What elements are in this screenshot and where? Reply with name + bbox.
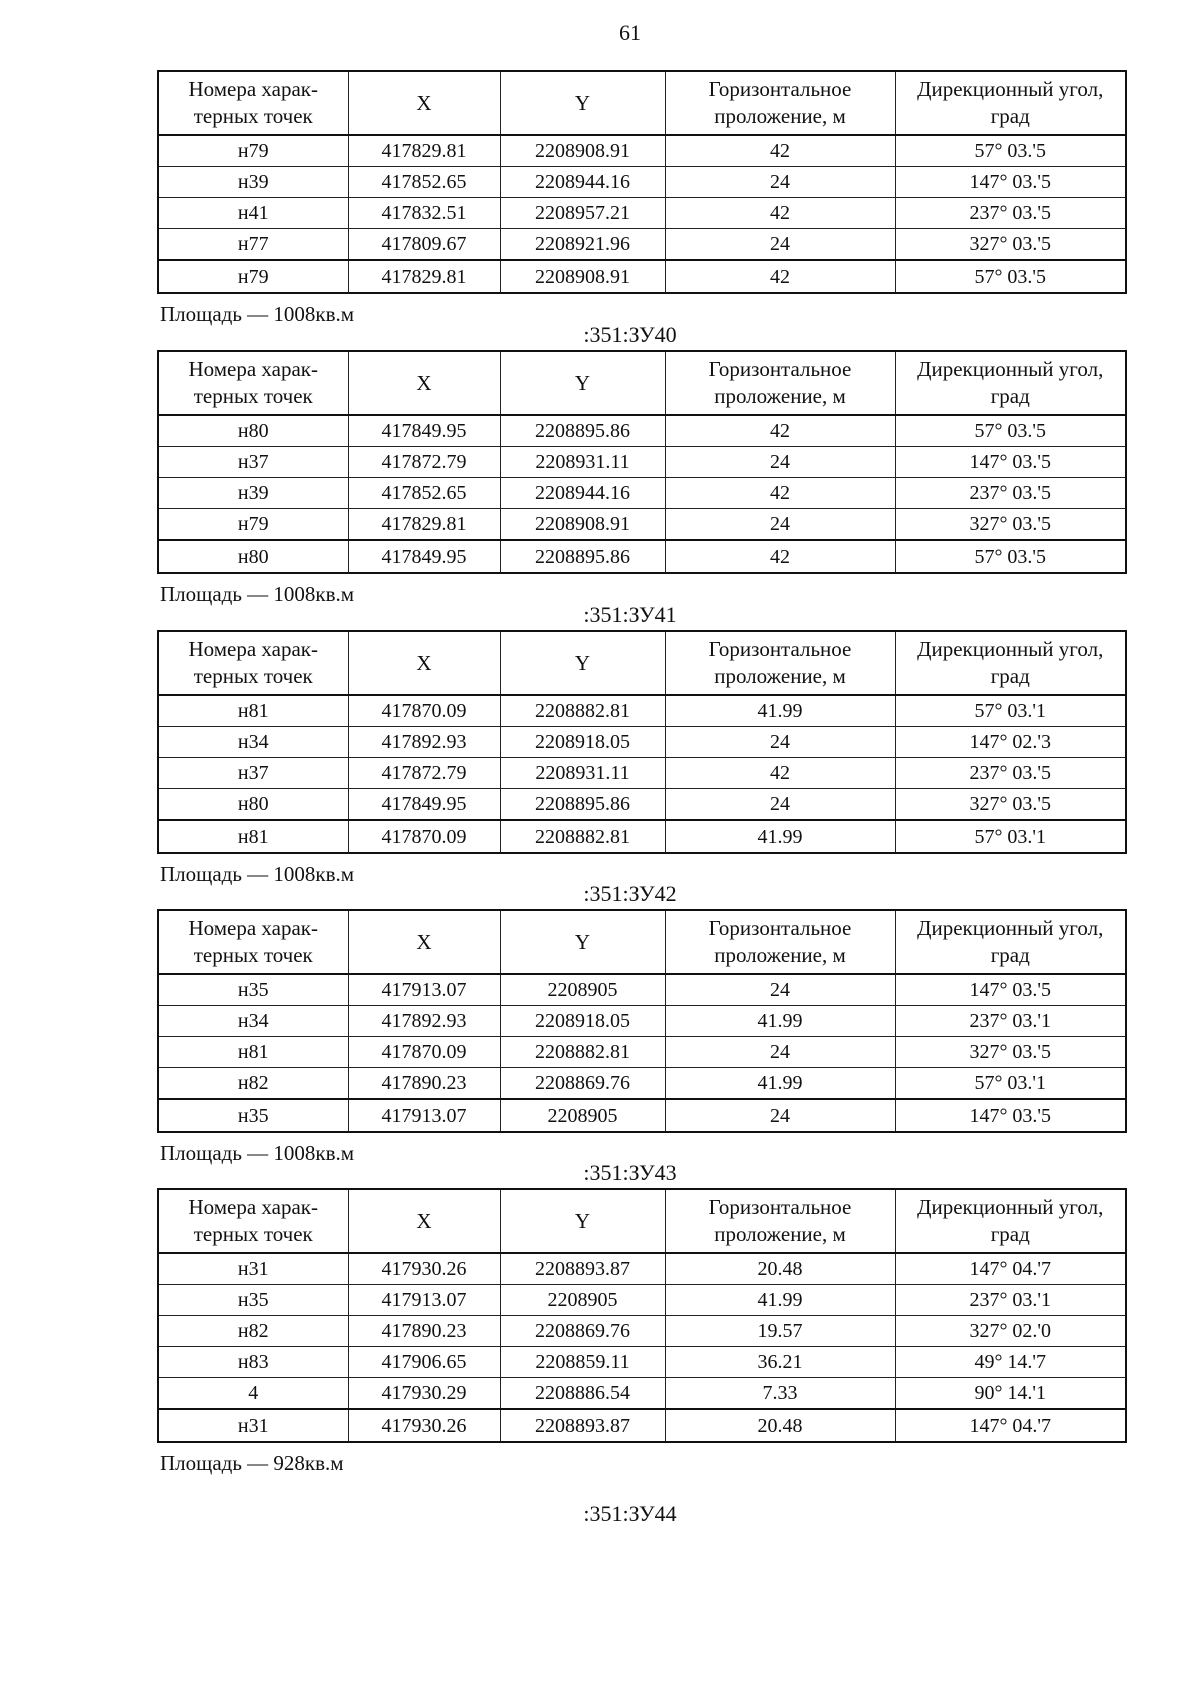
- cell-y: 2208893.87: [500, 1409, 665, 1442]
- table-row: [158, 415, 1126, 447]
- cell-angle: 90° 14.'1: [895, 1378, 1126, 1410]
- cell-angle: 327° 03.'5: [895, 789, 1126, 821]
- cell-point: н35: [158, 1099, 348, 1132]
- table-row: [158, 727, 1126, 758]
- cell-point: н81: [158, 695, 348, 727]
- cell-x: 417890.23: [348, 1316, 500, 1347]
- cell-x: 417930.29: [348, 1378, 500, 1410]
- cell-point: н81: [158, 1037, 348, 1068]
- header-direction-angle: Дирекционный угол, град: [895, 351, 1126, 415]
- cell-distance: 24: [665, 167, 895, 198]
- cell-angle: 57° 03.'5: [895, 135, 1126, 167]
- cell-point: н82: [158, 1068, 348, 1100]
- cell-point: н34: [158, 1006, 348, 1037]
- cell-y: 2208908.91: [500, 509, 665, 541]
- cell-distance: 24: [665, 1037, 895, 1068]
- table-row: [158, 167, 1126, 198]
- coordinates-table: [157, 70, 1127, 294]
- table-row: [158, 509, 1126, 541]
- cell-point: н39: [158, 167, 348, 198]
- cell-distance: 41.99: [665, 1285, 895, 1316]
- table-row: [158, 1285, 1126, 1316]
- cell-point: н80: [158, 789, 348, 821]
- header-y: Y: [500, 351, 665, 415]
- cell-distance: 20.48: [665, 1253, 895, 1285]
- header-point-numbers: Номера харак-терных точек: [158, 1189, 348, 1253]
- cell-x: 417870.09: [348, 695, 500, 727]
- area-note: Площадь — 1008кв.м: [160, 582, 355, 606]
- header-point-numbers: Номера харак-терных точек: [158, 910, 348, 974]
- cell-x: 417913.07: [348, 974, 500, 1006]
- cell-y: 2208869.76: [500, 1068, 665, 1100]
- cell-x: 417852.65: [348, 167, 500, 198]
- cell-distance: 42: [665, 135, 895, 167]
- header-row: [158, 71, 1126, 135]
- cell-angle: 147° 04.'7: [895, 1253, 1126, 1285]
- cell-angle: 57° 03.'5: [895, 540, 1126, 573]
- table-row: [158, 820, 1126, 853]
- cell-distance: 42: [665, 758, 895, 789]
- cell-point: н79: [158, 509, 348, 541]
- header-y: Y: [500, 1189, 665, 1253]
- cell-y: 2208905: [500, 1099, 665, 1132]
- section-title: :351:ЗУ41: [583, 602, 677, 627]
- cell-x: 417872.79: [348, 758, 500, 789]
- cell-angle: 237° 03.'1: [895, 1285, 1126, 1316]
- cell-x: 417892.93: [348, 1006, 500, 1037]
- header-point-numbers: Номера харак-терных точек: [158, 631, 348, 695]
- cell-distance: 24: [665, 974, 895, 1006]
- cell-point: н80: [158, 415, 348, 447]
- cell-distance: 24: [665, 789, 895, 821]
- cell-angle: 57° 03.'5: [895, 415, 1126, 447]
- coordinates-table: [157, 630, 1127, 854]
- header-x: X: [348, 351, 500, 415]
- cell-angle: 237° 03.'5: [895, 198, 1126, 229]
- header-point-numbers: Номера харак-терных точек: [158, 71, 348, 135]
- cell-x: 417852.65: [348, 478, 500, 509]
- cell-y: 2208895.86: [500, 789, 665, 821]
- table-row: [158, 540, 1126, 573]
- table-row: [158, 1068, 1126, 1100]
- cell-x: 417832.51: [348, 198, 500, 229]
- area-note: Площадь — 1008кв.м: [160, 302, 355, 326]
- cell-y: 2208886.54: [500, 1378, 665, 1410]
- cell-x: 417829.81: [348, 509, 500, 541]
- header-row: [158, 1189, 1126, 1253]
- cell-x: 417809.67: [348, 229, 500, 261]
- cell-y: 2208908.91: [500, 260, 665, 293]
- cell-angle: 147° 03.'5: [895, 1099, 1126, 1132]
- cell-distance: 41.99: [665, 695, 895, 727]
- cell-point: н35: [158, 1285, 348, 1316]
- table-row: [158, 1253, 1126, 1285]
- cell-distance: 24: [665, 229, 895, 261]
- cell-y: 2208957.21: [500, 198, 665, 229]
- cell-distance: 19.57: [665, 1316, 895, 1347]
- table-row: [158, 1409, 1126, 1442]
- cell-x: 417890.23: [348, 1068, 500, 1100]
- cell-y: 2208944.16: [500, 478, 665, 509]
- table-row: [158, 1378, 1126, 1410]
- cell-angle: 327° 03.'5: [895, 1037, 1126, 1068]
- cell-distance: 24: [665, 447, 895, 478]
- cell-x: 417913.07: [348, 1285, 500, 1316]
- header-horizontal-distance: Горизонтальное проложение, м: [665, 1189, 895, 1253]
- cell-point: н80: [158, 540, 348, 573]
- cell-y: 2208859.11: [500, 1347, 665, 1378]
- cell-angle: 237° 03.'5: [895, 478, 1126, 509]
- header-direction-angle: Дирекционный угол, град: [895, 71, 1126, 135]
- cell-x: 417870.09: [348, 820, 500, 853]
- header-horizontal-distance: Горизонтальное проложение, м: [665, 71, 895, 135]
- cell-point: н35: [158, 974, 348, 1006]
- table-row: [158, 974, 1126, 1006]
- cell-distance: 7.33: [665, 1378, 895, 1410]
- coordinates-table: [157, 909, 1127, 1133]
- cell-distance: 24: [665, 1099, 895, 1132]
- area-note: Площадь — 928кв.м: [160, 1451, 344, 1475]
- cell-point: н34: [158, 727, 348, 758]
- cell-x: 417870.09: [348, 1037, 500, 1068]
- cell-angle: 237° 03.'5: [895, 758, 1126, 789]
- cell-x: 417930.26: [348, 1409, 500, 1442]
- header-x: X: [348, 631, 500, 695]
- cell-x: 417849.95: [348, 540, 500, 573]
- cell-angle: 57° 03.'1: [895, 695, 1126, 727]
- header-x: X: [348, 1189, 500, 1253]
- header-x: X: [348, 910, 500, 974]
- cell-angle: 327° 03.'5: [895, 509, 1126, 541]
- section-title: :351:ЗУ43: [583, 1160, 677, 1185]
- table-row: [158, 1006, 1126, 1037]
- cell-x: 417930.26: [348, 1253, 500, 1285]
- table-row: [158, 229, 1126, 261]
- cell-distance: 42: [665, 198, 895, 229]
- header-row: [158, 351, 1126, 415]
- cell-distance: 41.99: [665, 1006, 895, 1037]
- cell-angle: 237° 03.'1: [895, 1006, 1126, 1037]
- section-title: :351:ЗУ42: [583, 881, 677, 906]
- header-direction-angle: Дирекционный угол, град: [895, 910, 1126, 974]
- cell-y: 2208931.11: [500, 447, 665, 478]
- cell-point: н41: [158, 198, 348, 229]
- table-row: [158, 260, 1126, 293]
- area-note: Площадь — 1008кв.м: [160, 862, 355, 886]
- area-note: Площадь — 1008кв.м: [160, 1141, 355, 1165]
- cell-angle: 57° 03.'5: [895, 260, 1126, 293]
- cell-point: н83: [158, 1347, 348, 1378]
- cell-y: 2208882.81: [500, 820, 665, 853]
- cell-point: н39: [158, 478, 348, 509]
- header-horizontal-distance: Горизонтальное проложение, м: [665, 631, 895, 695]
- header-direction-angle: Дирекционный угол, град: [895, 631, 1126, 695]
- header-y: Y: [500, 71, 665, 135]
- table-row: [158, 1316, 1126, 1347]
- cell-x: 417872.79: [348, 447, 500, 478]
- cell-angle: 147° 03.'5: [895, 974, 1126, 1006]
- cell-x: 417913.07: [348, 1099, 500, 1132]
- cell-y: 2208905: [500, 1285, 665, 1316]
- cell-point: н37: [158, 758, 348, 789]
- cell-distance: 20.48: [665, 1409, 895, 1442]
- cell-y: 2208921.96: [500, 229, 665, 261]
- table-row: [158, 447, 1126, 478]
- cell-point: н31: [158, 1409, 348, 1442]
- cell-distance: 24: [665, 727, 895, 758]
- cell-y: 2208905: [500, 974, 665, 1006]
- cell-point: 4: [158, 1378, 348, 1410]
- cell-angle: 147° 02.'3: [895, 727, 1126, 758]
- section-title: :351:ЗУ40: [583, 322, 677, 347]
- table-row: [158, 1099, 1126, 1132]
- cell-distance: 41.99: [665, 1068, 895, 1100]
- cell-y: 2208882.81: [500, 1037, 665, 1068]
- cell-y: 2208918.05: [500, 1006, 665, 1037]
- cell-y: 2208918.05: [500, 727, 665, 758]
- cell-point: н37: [158, 447, 348, 478]
- cell-point: н81: [158, 820, 348, 853]
- cell-point: н31: [158, 1253, 348, 1285]
- cell-angle: 147° 04.'7: [895, 1409, 1126, 1442]
- header-y: Y: [500, 631, 665, 695]
- header-horizontal-distance: Горизонтальное проложение, м: [665, 351, 895, 415]
- page-number: 61: [619, 20, 641, 45]
- cell-distance: 42: [665, 478, 895, 509]
- cell-x: 417849.95: [348, 415, 500, 447]
- coordinates-table: [157, 1188, 1127, 1443]
- cell-x: 417849.95: [348, 789, 500, 821]
- header-x: X: [348, 71, 500, 135]
- cell-distance: 42: [665, 415, 895, 447]
- cell-y: 2208944.16: [500, 167, 665, 198]
- cell-x: 417892.93: [348, 727, 500, 758]
- table-row: [158, 478, 1126, 509]
- cell-angle: 147° 03.'5: [895, 447, 1126, 478]
- header-point-numbers: Номера харак-терных точек: [158, 351, 348, 415]
- cell-distance: 41.99: [665, 820, 895, 853]
- table-row: [158, 1347, 1126, 1378]
- cell-distance: 24: [665, 509, 895, 541]
- cell-y: 2208882.81: [500, 695, 665, 727]
- cell-angle: 57° 03.'1: [895, 820, 1126, 853]
- table-row: [158, 758, 1126, 789]
- cell-y: 2208908.91: [500, 135, 665, 167]
- table-row: [158, 1037, 1126, 1068]
- header-direction-angle: Дирекционный угол, град: [895, 1189, 1126, 1253]
- section-title-next: :351:ЗУ44: [583, 1501, 677, 1526]
- cell-y: 2208893.87: [500, 1253, 665, 1285]
- header-y: Y: [500, 910, 665, 974]
- cell-point: н79: [158, 135, 348, 167]
- cell-angle: 327° 02.'0: [895, 1316, 1126, 1347]
- cell-angle: 57° 03.'1: [895, 1068, 1126, 1100]
- header-row: [158, 910, 1126, 974]
- cell-y: 2208895.86: [500, 415, 665, 447]
- cell-angle: 147° 03.'5: [895, 167, 1126, 198]
- cell-y: 2208931.11: [500, 758, 665, 789]
- table-row: [158, 789, 1126, 821]
- cell-y: 2208869.76: [500, 1316, 665, 1347]
- cell-distance: 42: [665, 260, 895, 293]
- coordinates-table: [157, 350, 1127, 574]
- cell-x: 417829.81: [348, 135, 500, 167]
- cell-angle: 327° 03.'5: [895, 229, 1126, 261]
- header-horizontal-distance: Горизонтальное проложение, м: [665, 910, 895, 974]
- cell-x: 417906.65: [348, 1347, 500, 1378]
- header-row: [158, 631, 1126, 695]
- table-row: [158, 695, 1126, 727]
- cell-point: н82: [158, 1316, 348, 1347]
- cell-angle: 49° 14.'7: [895, 1347, 1126, 1378]
- table-row: [158, 135, 1126, 167]
- table-row: [158, 198, 1126, 229]
- cell-distance: 42: [665, 540, 895, 573]
- cell-x: 417829.81: [348, 260, 500, 293]
- cell-y: 2208895.86: [500, 540, 665, 573]
- cell-point: н77: [158, 229, 348, 261]
- cell-point: н79: [158, 260, 348, 293]
- cell-distance: 36.21: [665, 1347, 895, 1378]
